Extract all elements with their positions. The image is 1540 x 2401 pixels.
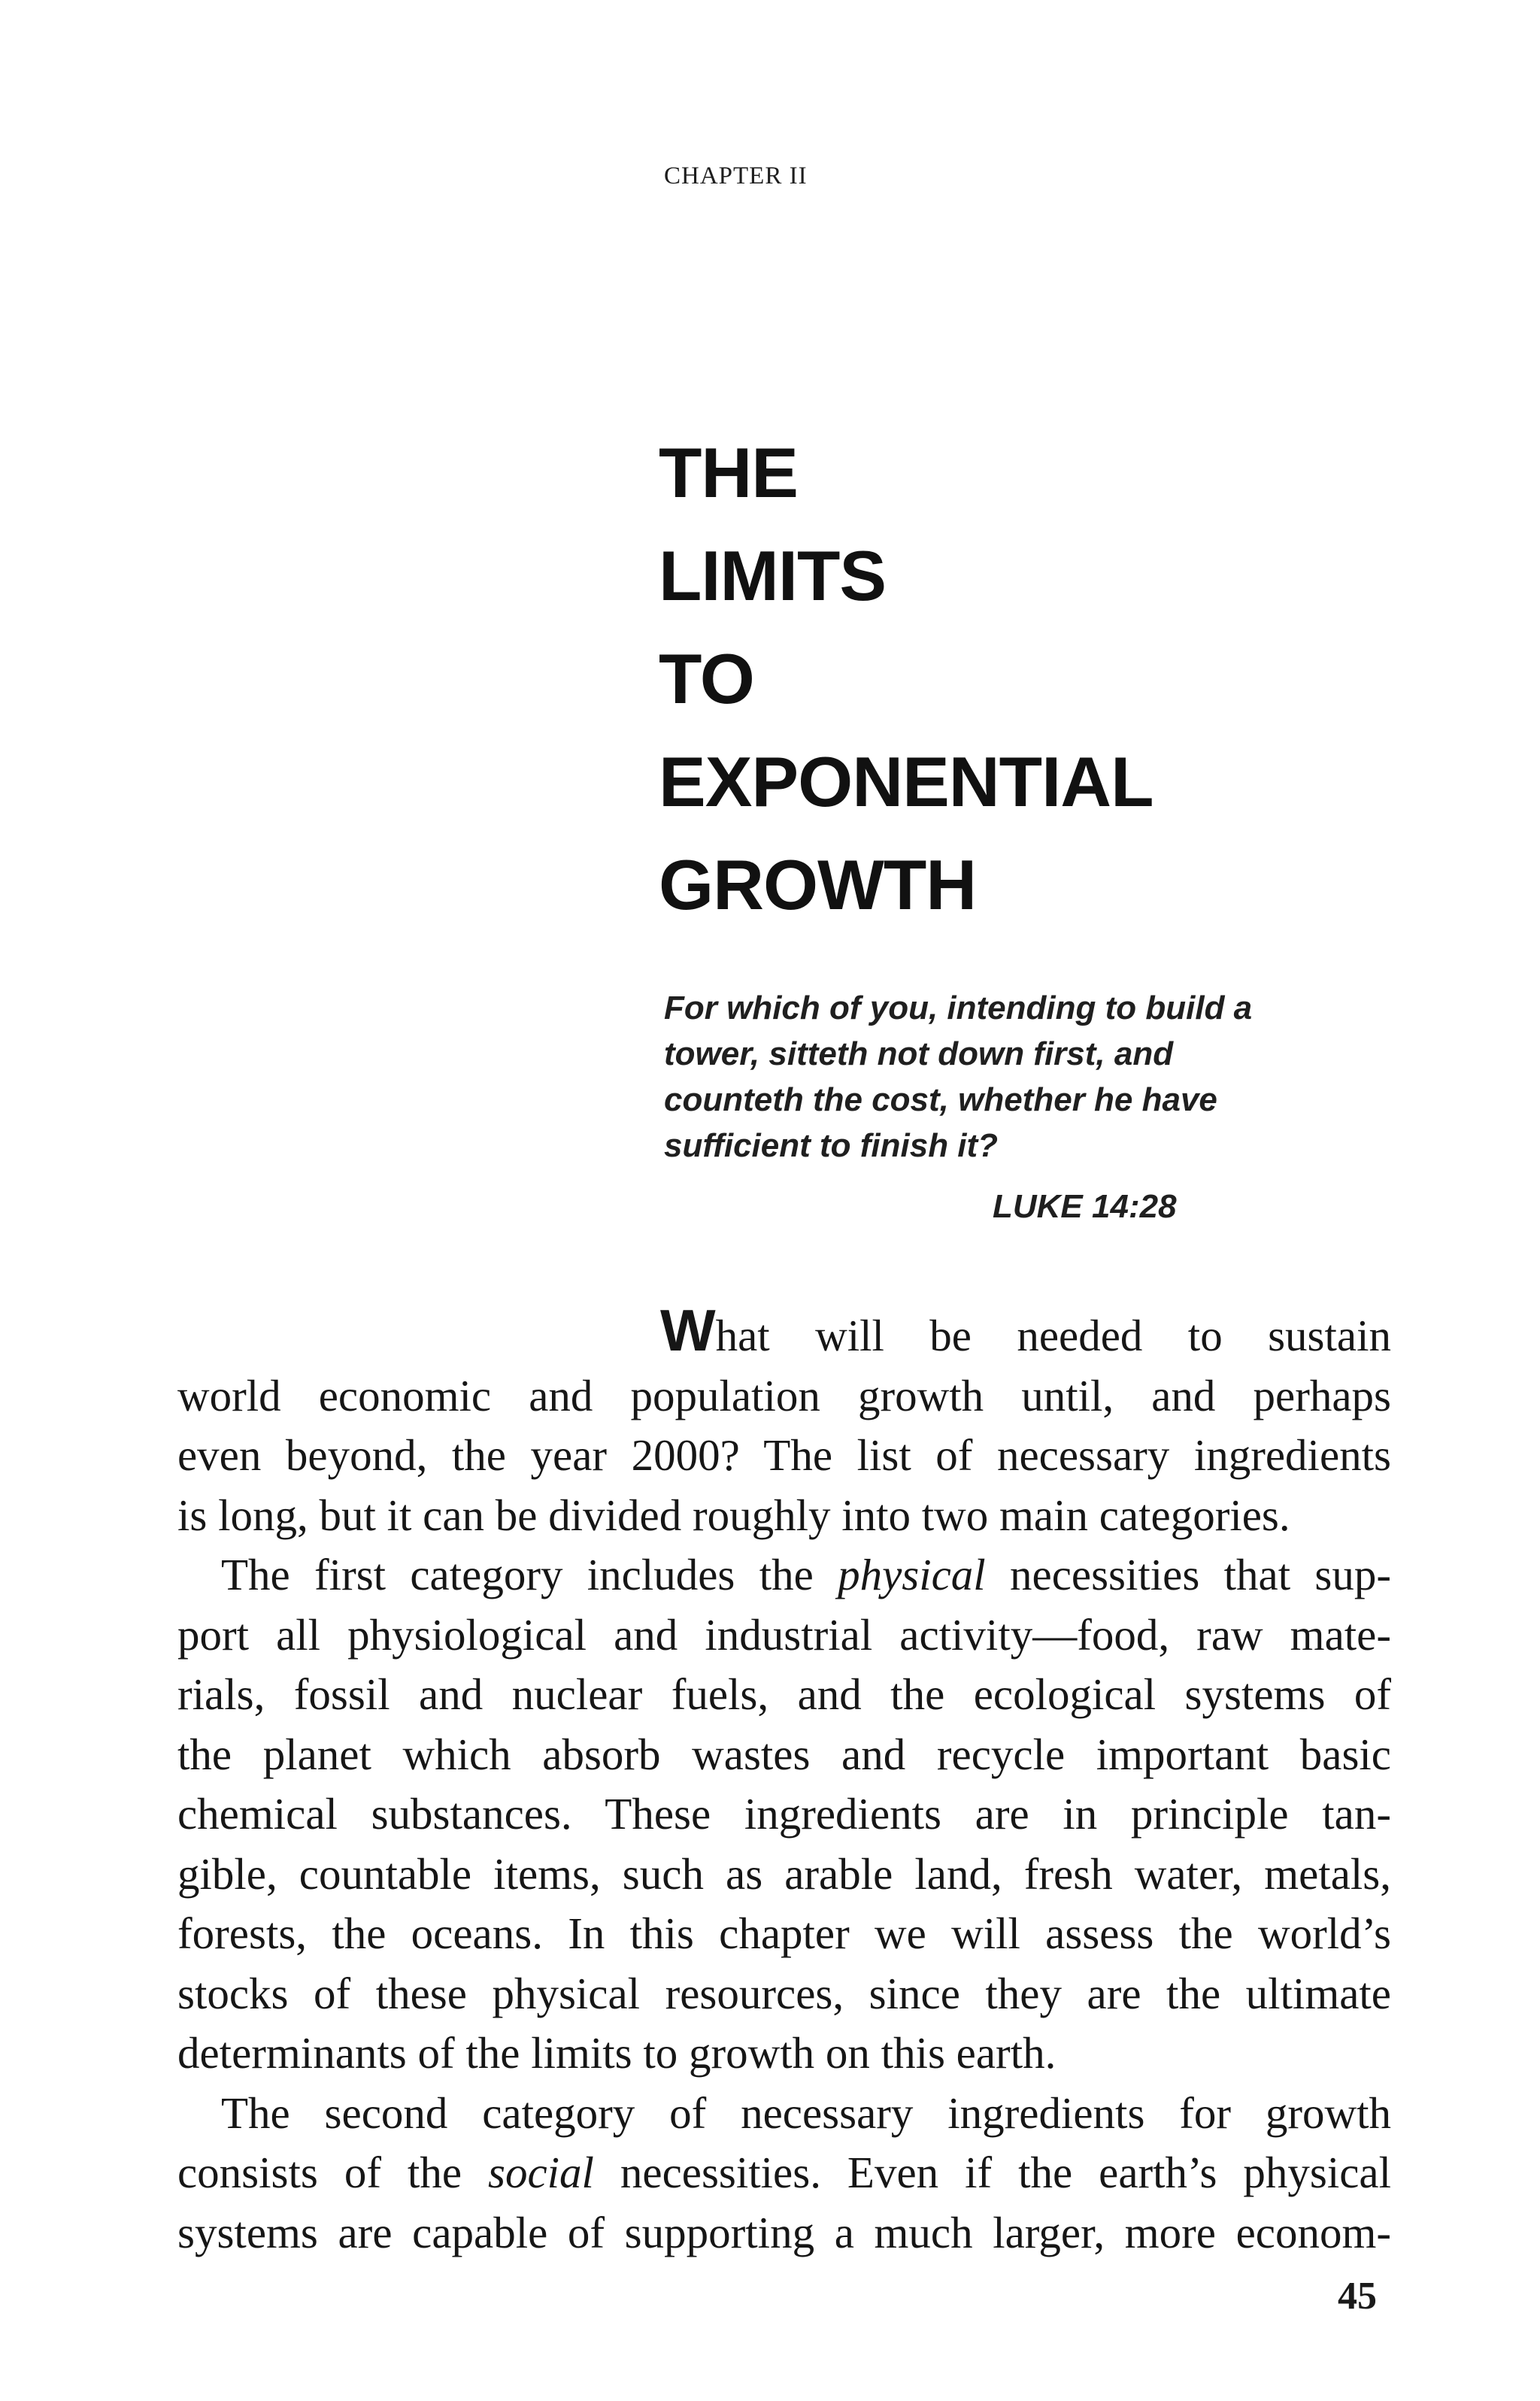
emphasis-physical: physical xyxy=(838,1550,986,1599)
paragraph-2-line: determinants of the limits to growth on this earth. xyxy=(177,2028,1056,2078)
epigraph-line: tower, sitteth not down first, and xyxy=(664,1035,1174,1072)
title-line: EXPONENTIAL xyxy=(659,742,1153,821)
epigraph-line: For which of you, intending to build a xyxy=(664,990,1253,1026)
paragraph-2-line: the planet which absorb wastes and recycle important basic xyxy=(177,1729,1391,1779)
paragraph-1-line xyxy=(177,1297,1391,1366)
paragraph-3-line xyxy=(177,2143,1391,2203)
paragraph-2-line: chemical substances. These ingredients are in principle tan- xyxy=(177,1789,1391,1839)
text-run: The first category includes the xyxy=(221,1550,838,1599)
text-run: necessities. Even if the earth’s physical xyxy=(593,2148,1391,2197)
epigraph-source: LUKE 14:28 xyxy=(993,1188,1177,1225)
drop-cap: W xyxy=(660,1297,716,1363)
paragraph-2-line: forests, the oceans. In this chapter we will assess the world’s xyxy=(177,1908,1391,1958)
paragraph-2-line: gible, countable items, such as arable land, fresh water, metals, xyxy=(177,1848,1391,1899)
paragraph-2-line: port all physiological and industrial activity—food, raw mate- xyxy=(177,1609,1391,1660)
title-line: THE xyxy=(659,433,798,512)
text-run: consists of the xyxy=(177,2148,488,2197)
body-text xyxy=(177,1297,1391,2263)
chapter-label: CHAPTER II xyxy=(664,162,808,189)
paragraph-3-line: systems are capable of supporting a much larger, more econom- xyxy=(177,2207,1391,2257)
page-number: 45 xyxy=(1338,2275,1377,2318)
paragraph-1-line: even beyond, the year 2000? The list of necessary ingredients xyxy=(177,1430,1391,1480)
text-run: necessities that sup- xyxy=(985,1550,1391,1599)
text-run: hat will be needed to sustain xyxy=(715,1311,1391,1360)
paragraph-1-line: is long, but it can be divided roughly into two main categories. xyxy=(177,1490,1290,1540)
paragraph-1-line: world economic and population growth until, and perhaps xyxy=(177,1370,1391,1420)
epigraph-line: counteth the cost, whether he have xyxy=(664,1081,1217,1118)
epigraph xyxy=(664,985,1386,1225)
paragraph-2-line: stocks of these physical resources, since they are the ultimate xyxy=(177,1968,1391,2018)
title-line: TO xyxy=(659,639,754,718)
paragraph-3-line: The second category of necessary ingredients for growth xyxy=(221,2087,1391,2138)
chapter-title xyxy=(659,421,1153,936)
paragraph-2-line xyxy=(177,1545,1391,1605)
emphasis-social: social xyxy=(487,2148,594,2197)
title-line: LIMITS xyxy=(659,536,887,615)
paragraph-2-line: rials, fossil and nuclear fuels, and the ecological systems of xyxy=(177,1669,1391,1719)
title-line: GROWTH xyxy=(659,845,977,924)
epigraph-line: sufficient to finish it? xyxy=(664,1127,999,1164)
